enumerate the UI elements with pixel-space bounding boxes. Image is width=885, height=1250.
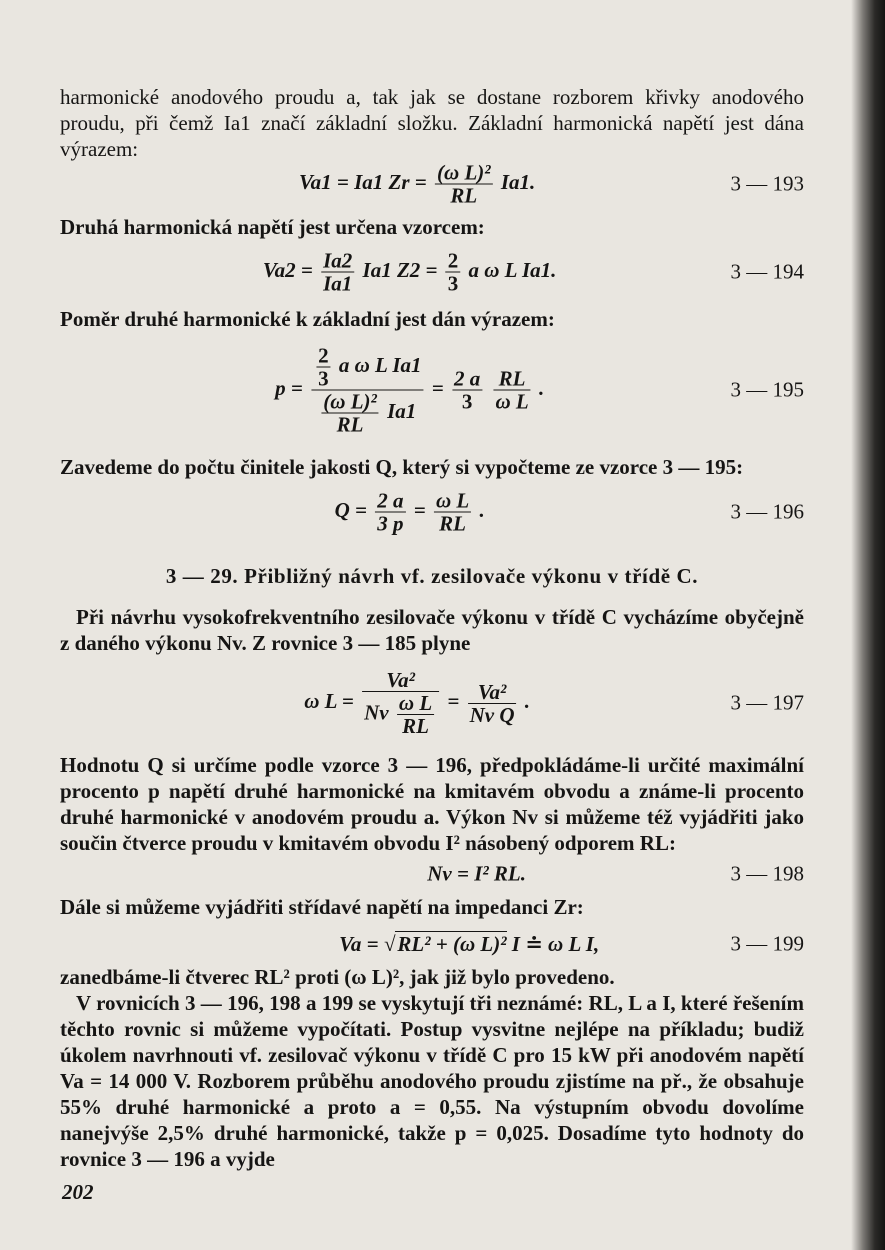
eq-199-sqrt: RL² + (ω L)²	[397, 932, 507, 956]
eq-198-number: 3 — 198	[730, 861, 804, 886]
equation-3-196	[60, 482, 804, 542]
eq-193-denominator: RL	[450, 183, 478, 208]
eq-195-fraction-3	[493, 368, 530, 413]
eq-193-numerator: (ω L)²	[437, 160, 491, 185]
eq-197-inner-fraction	[397, 692, 434, 737]
eq-195-den3: ω L	[495, 389, 529, 414]
eq-196-lhs: Q =	[334, 497, 367, 522]
paragraph-1: harmonické anodového proudu a, tak jak se dostane rozborem křivky anodového proudu, při čemž Ia1 značí základní složku. Základní harmonická napětí jest dána výrazem:	[60, 85, 804, 161]
eq-195-bot-den: RL	[336, 412, 364, 437]
eq-197-den-num: ω L	[398, 691, 433, 715]
eq-195-compound-numerator	[311, 345, 423, 391]
eq-195-end: .	[538, 375, 545, 400]
eq-196-fraction-1	[375, 490, 405, 535]
eq-194-numerator-2: 2	[447, 248, 459, 273]
section-heading: 3 — 29. Přibližný návrh vf. zesilovače výkonu v třídě C.	[165, 564, 699, 588]
eq-197-compound-den	[362, 692, 439, 737]
eq-196-equals: =	[413, 497, 426, 522]
eq-194-fraction-1	[321, 250, 354, 295]
eq-197-end: .	[524, 688, 531, 713]
eq-195-lhs: p =	[275, 375, 303, 400]
eq-197-den-den: RL	[402, 714, 429, 738]
eq-195-number: 3 — 195	[730, 377, 804, 402]
eq-195-den2: 3	[461, 389, 473, 414]
paragraph-7: Dále si můžeme vyjádřiti střídavé napětí na impedanci Zr:	[60, 895, 584, 919]
paragraph-8: zanedbáme-li čtverec RL² proti (ω L)², jak již bylo provedeno.	[60, 965, 615, 989]
eq-194-lhs: Va2 =	[262, 257, 313, 282]
sqrt-sign: √	[383, 932, 396, 956]
eq-195-num2: 2 a	[453, 366, 481, 391]
eq-196-end: .	[479, 497, 485, 522]
equation-3-198	[60, 852, 804, 896]
paragraph-3: Poměr druhé harmonické k základní jest dán výrazem:	[60, 307, 555, 331]
eq-195-equals: =	[431, 375, 444, 400]
equation-3-193	[60, 154, 804, 214]
eq-195-compound-fraction	[311, 345, 423, 436]
eq-199-lhs: Va =	[339, 932, 379, 956]
eq-194-mid: Ia1 Z2 =	[362, 257, 438, 282]
eq-196-num2: ω L	[435, 488, 470, 513]
equation-3-195	[60, 330, 804, 450]
eq-198-expression: Nv = I² RL.	[427, 861, 527, 886]
paragraph-2: Druhá harmonická napětí jest určena vzorcem:	[60, 215, 485, 239]
paragraph-5: Při návrhu vysokofrekventního zesilovače výkonu v třídě C vycházíme obyčejně z daného výkonu Nv. Z rovnice 3 — 185 plyne	[60, 605, 804, 655]
eq-197-fraction-2	[468, 681, 517, 726]
eq-196-num: 2 a	[377, 488, 404, 513]
eq-195-fraction-2	[452, 368, 482, 413]
eq-197-number: 3 — 197	[730, 690, 804, 715]
eq-195-num3: RL	[493, 368, 530, 391]
eq-194-rhs: a ω L Ia1.	[468, 257, 557, 282]
eq-195-bot-num: (ω L)²	[323, 389, 377, 414]
eq-197-lhs: ω L =	[304, 688, 354, 713]
page-edge-shadow	[851, 0, 885, 1250]
eq-195-bottom-fraction	[321, 391, 379, 436]
eq-195-top-den: 3	[318, 366, 329, 391]
eq-193-rhs: Ia1.	[500, 169, 536, 194]
eq-194-denominator-2: 3	[447, 271, 459, 296]
eq-193-lhs: Va1 = Ia1 Zr =	[298, 169, 427, 194]
paragraph-4: Zavedeme do počtu činitele jakosti Q, který si vypočteme ze vzorce 3 — 195:	[60, 455, 744, 479]
eq-197-den2: Nv Q	[469, 702, 515, 727]
eq-193-fraction	[435, 162, 493, 207]
eq-194-denominator-1: Ia1	[323, 271, 353, 296]
eq-195-top-rest: a ω L Ia1	[338, 352, 422, 377]
eq-194-numerator-1: Ia2	[323, 248, 353, 273]
eq-194-fraction-2	[446, 250, 461, 295]
eq-196-den: 3 p	[377, 511, 404, 536]
eq-197-den-a: Nv	[364, 700, 389, 725]
page-number: 202	[62, 1180, 94, 1204]
eq-197-num: Va²	[362, 669, 439, 692]
eq-195-top-fraction	[316, 345, 331, 390]
equation-3-199	[60, 922, 804, 966]
equation-3-197	[60, 660, 804, 746]
eq-193-number: 3 — 193	[730, 171, 804, 196]
eq-197-num2: Va²	[468, 681, 517, 704]
eq-195-compound-denominator	[311, 391, 423, 436]
eq-196-number: 3 — 196	[730, 499, 804, 524]
eq-195-top-num: 2	[318, 343, 329, 368]
eq-199-number: 3 — 199	[730, 931, 804, 956]
paragraph-9: V rovnicích 3 — 196, 198 a 199 se vyskytují tři neznámé: RL, L a I, které řešením těchto rovnic si můžeme vypočítati. Postup vysvitne nejlépe na příkladu; budiž úkolem navrhnouti vf. zesilovač výkonu v třídě C pro 15 kW při anodovém napětí Va = 14 000 V. Rozborem průběhu anodového proudu zjistíme na př., že obsahuje 55% druhé harmonické a proto a = 0,55. Na výstupním obvodu dovolíme nanejvýše 2,5% druhé harmonické, takže p = 0,025. Dosadíme tyto hodnoty do rovnice 3 — 196 a vyjde	[60, 991, 804, 1171]
eq-196-fraction-2	[434, 490, 471, 535]
eq-197-equals: =	[447, 688, 460, 713]
eq-194-number: 3 — 194	[730, 259, 804, 284]
equation-3-194	[60, 242, 804, 302]
eq-199-rhs: I ≐ ω L I,	[511, 932, 600, 956]
eq-195-bot-rest: Ia1	[387, 398, 417, 423]
paragraph-6: Hodnotu Q si určíme podle vzorce 3 — 196, předpokládáme-li určité maximální procento p napětí druhé harmonické na kmitavém obvodu a známe-li procento druhé harmonické v anodovém proudu a. Výkon Nv si můžeme též vyjádřiti jako součin čtverce proudu v kmitavém obvodu I² násobený odporem RL:	[60, 753, 804, 855]
eq-196-den2: RL	[439, 511, 467, 536]
eq-197-compound-fraction	[362, 669, 439, 737]
